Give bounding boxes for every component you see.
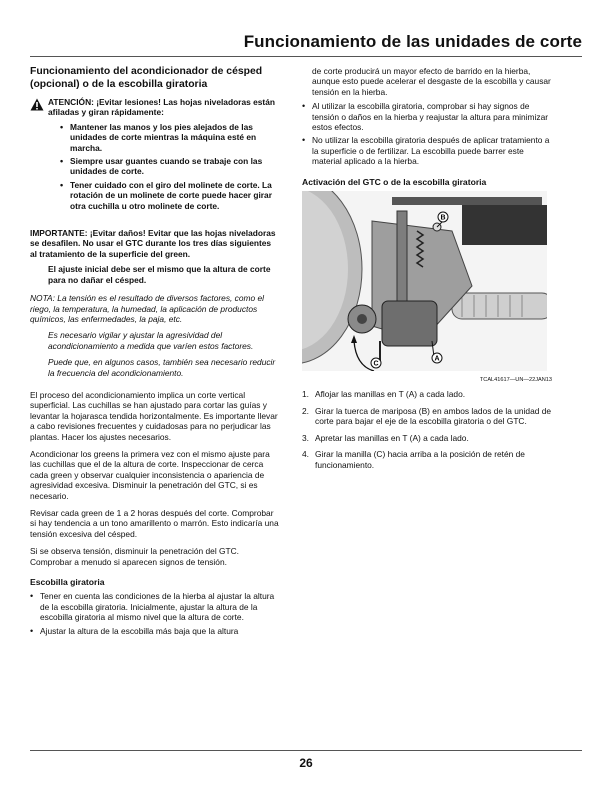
step-number: 3. bbox=[302, 432, 309, 443]
page-number: 26 bbox=[299, 756, 313, 770]
note-block bbox=[30, 293, 280, 378]
warning-triangle-icon bbox=[30, 98, 48, 113]
subheading-activation: Activación del GTC o de la escobilla giratoria bbox=[302, 176, 487, 187]
step-text: Girar la manilla (C) hacia arriba a la posición de retén de funcionamiento. bbox=[315, 449, 525, 470]
step-item bbox=[302, 389, 552, 399]
left-column bbox=[30, 66, 280, 639]
body-paragraph: Revisar cada green de 1 a 2 horas después del corte. Comprobar si hay tendencia a un tono amarillento o marrón. Esto indicaría una tensión excesiva del césped. bbox=[30, 508, 279, 539]
warning-block bbox=[30, 97, 280, 214]
list-item: • Tener cuidado con el giro del molinete de corte. La rotación de un molinete de corte puede hacer girar otra cuchilla u otro molinete de corte. bbox=[60, 180, 280, 211]
cutting-unit-figure bbox=[302, 191, 547, 371]
subheading-brush: Escobilla giratoria bbox=[30, 577, 105, 588]
footer-divider bbox=[30, 750, 582, 751]
steps-list bbox=[302, 389, 552, 469]
page-title: Funcionamiento de las unidades de corte bbox=[243, 32, 582, 51]
list-item: • Mantener las manos y los pies alejados de las unidades de corte mientras la máquina esté en marcha. bbox=[60, 122, 280, 153]
brush-list bbox=[30, 591, 280, 636]
figure-caption: TCAL41617—UN—22JAN13 bbox=[479, 377, 552, 384]
step-number: 2. bbox=[302, 405, 309, 416]
list-item: • Ajustar la altura de la escobilla más baja que la altura bbox=[30, 626, 280, 636]
header-divider bbox=[30, 56, 582, 57]
important-text-2: El ajuste inicial debe ser el mismo que la altura de corte para no dañar el césped. bbox=[48, 264, 271, 285]
step-item bbox=[302, 449, 552, 470]
important-text: IMPORTANTE: ¡Evitar daños! Evitar que las hojas niveladoras se desafilen. No usar el GTC durante los tres días siguientes al tratamiento de la superficie del green. bbox=[30, 228, 276, 259]
list-item: • Siempre usar guantes cuando se trabaje con las unidades de corte. bbox=[60, 156, 280, 177]
continuation-text: de corte producirá un mayor efecto de barrido en la hierba, aunque esto puede acelerar el desgaste de la escobilla y causar tensión en la hierba. bbox=[312, 66, 551, 97]
list-item: • No utilizar la escobilla giratoria después de aplicar tratamiento a la superficie o de fertilizar. La escobilla puede barrer este material aplicado a la hierba. bbox=[302, 135, 552, 166]
important-block bbox=[30, 228, 280, 285]
callout-c: C bbox=[373, 360, 379, 368]
step-text: Apretar las manillas en T (A) a cada lado. bbox=[315, 432, 469, 443]
note-text: NOTA: La tensión es el resultado de diversos factores, como el riego, la temperatura, la humedad, la aplicación de productos químicos, las enfermedades, la paja, etc. bbox=[30, 293, 264, 324]
note-text-3: Puede que, en algunos casos, también sea necesario reducir la frecuencia del acondicionamiento. bbox=[48, 357, 276, 378]
body-paragraph: Si se observa tensión, disminuir la penetración del GTC. Comprobar a menudo si aparecen signos de tensión. bbox=[30, 546, 240, 567]
warning-list bbox=[48, 122, 280, 211]
step-item bbox=[302, 433, 552, 443]
brush-list-continued bbox=[302, 101, 552, 166]
list-item: • Al utilizar la escobilla giratoria, comprobar si hay signos de tensión o daños en la hierba y reajustar la altura para minimizar estos efectos. bbox=[302, 101, 552, 132]
warning-text: ATENCIÓN: ¡Evitar lesiones! Las hojas niveladoras están afiladas y giran rápidamente: bbox=[48, 97, 275, 118]
right-column bbox=[302, 66, 552, 476]
callout-b: B bbox=[440, 214, 446, 222]
step-number: 4. bbox=[302, 449, 309, 460]
step-text: Girar la tuerca de mariposa (B) en ambos lados de la unidad de corte para bajar el eje de la escobilla giratoria o del GTC. bbox=[315, 405, 552, 427]
section-heading: Funcionamiento del acondicionador de césped (opcional) o de la escobilla giratoria bbox=[30, 66, 263, 90]
step-text: Aflojar las manillas en T (A) a cada lado. bbox=[315, 389, 466, 400]
note-text-2: Es necesario vigilar y ajustar la agresividad del acondicionamiento a medida que varíen estos factores. bbox=[48, 330, 254, 351]
step-item bbox=[302, 406, 552, 427]
callout-a: A bbox=[434, 355, 440, 363]
body-paragraph: El proceso del acondicionamiento implica un corte vertical superficial. Las cuchillas se han ajustado para cortar las guías y levantar la hojarasca tendida horizontalmente. Es importante llevar a cabo revisiones frecuentes y cuidadosas para no perjudicar las plantas. Hacer los ajustes necesarios. bbox=[30, 389, 278, 442]
step-number: 1. bbox=[302, 389, 309, 400]
body-paragraph: Acondicionar los greens la primera vez con el mismo ajuste para las cuchillas que el de la altura de corte. Inspeccionar de cerca cada green y observar cualquier inconsistencia o apariencia de agresividad excesiva. Disminuir la penetración del GTC, si es necesario. bbox=[30, 448, 270, 501]
list-item: • Tener en cuenta las condiciones de la hierba al ajustar la altura de la escobilla giratoria. Inicialmente, ajustar la altura de la escobilla giratoria al mismo nivel que la altura de corte. bbox=[30, 591, 280, 622]
